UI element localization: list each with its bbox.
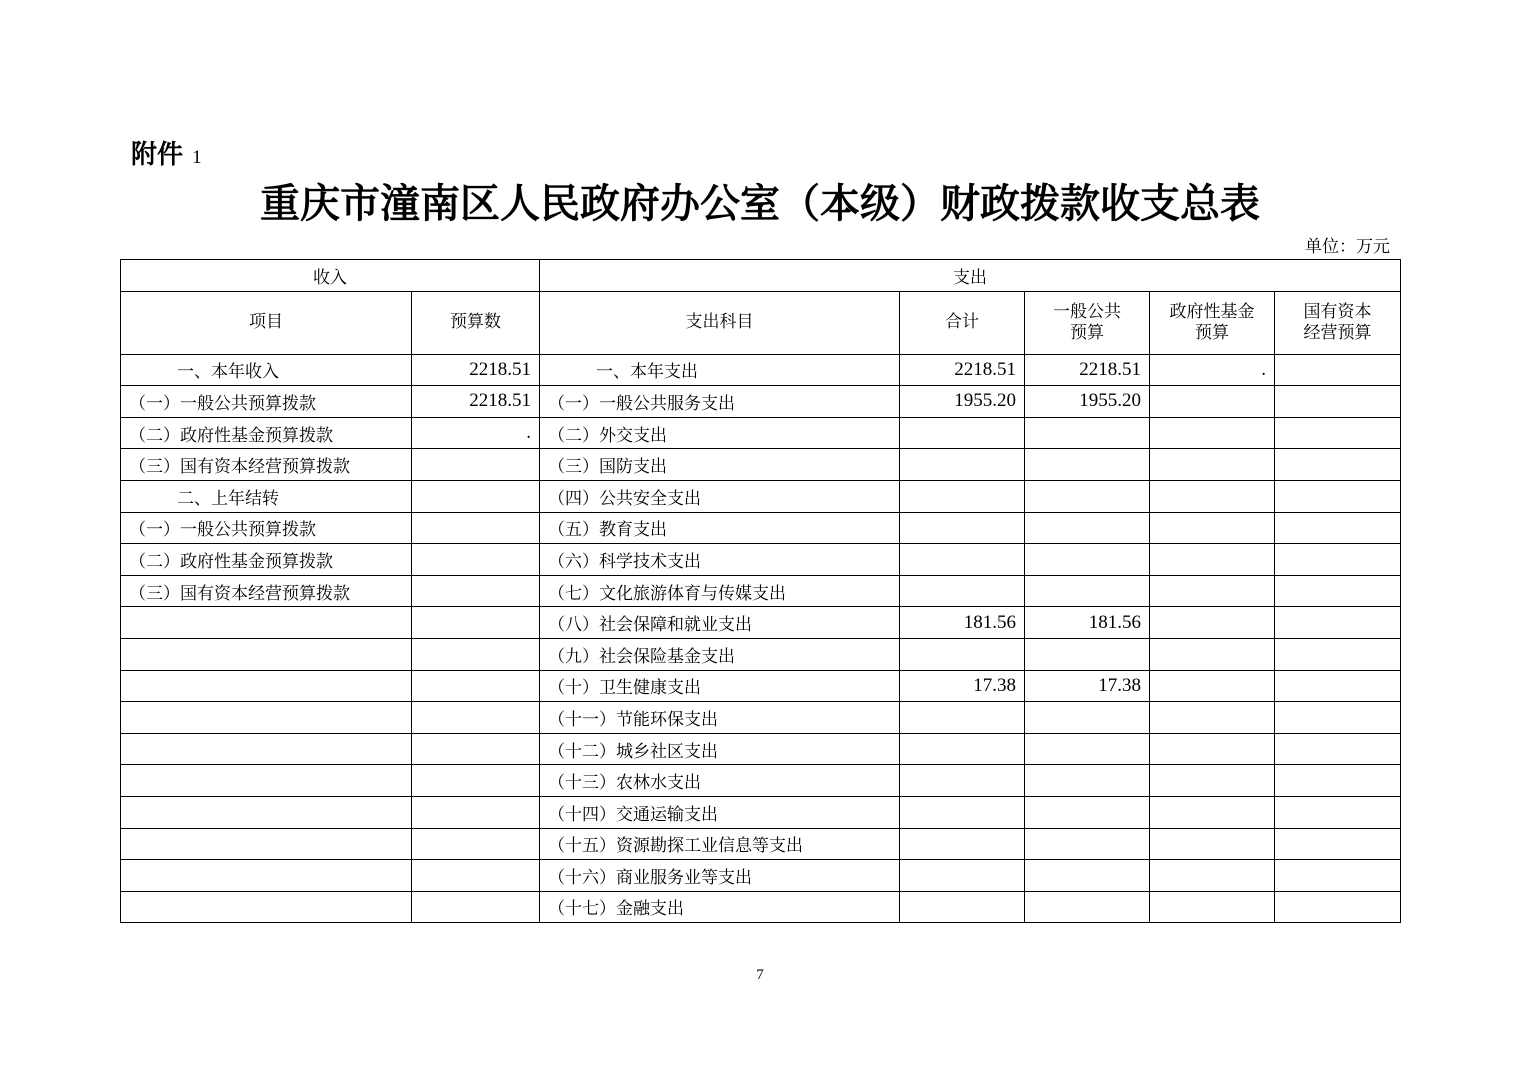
table-row <box>121 638 1401 670</box>
budget-table <box>120 259 1401 923</box>
income-item-cell <box>121 702 412 734</box>
fund-budget-cell <box>1150 386 1275 418</box>
general-budget-cell <box>1025 702 1150 734</box>
fund-budget-cell <box>1150 891 1275 923</box>
fund-budget-cell <box>1150 512 1275 544</box>
expense-item-cell: 一、本年支出 <box>540 354 900 386</box>
table-row <box>121 386 1401 418</box>
total-cell <box>900 417 1025 449</box>
state-capital-cell <box>1275 417 1401 449</box>
income-item-cell: （一）一般公共预算拨款 <box>121 386 412 418</box>
income-amount-cell <box>412 638 540 670</box>
state-capital-cell <box>1275 449 1401 481</box>
col-expense-item-header: 支出科目 <box>540 291 900 354</box>
state-capital-cell <box>1275 860 1401 892</box>
state-capital-cell <box>1275 512 1401 544</box>
expense-item-cell: （四）公共安全支出 <box>540 480 900 512</box>
table-row <box>121 480 1401 512</box>
income-item-cell <box>121 733 412 765</box>
income-item-cell: 一、本年收入 <box>121 354 412 386</box>
table-row <box>121 670 1401 702</box>
total-cell <box>900 891 1025 923</box>
income-item-cell: （二）政府性基金预算拨款 <box>121 544 412 576</box>
table-row <box>121 512 1401 544</box>
table-row <box>121 733 1401 765</box>
income-item-cell <box>121 638 412 670</box>
table-row <box>121 575 1401 607</box>
fund-budget-cell <box>1150 765 1275 797</box>
total-cell <box>900 512 1025 544</box>
general-budget-cell: 2218.51 <box>1025 354 1150 386</box>
income-item-cell: （二）政府性基金预算拨款 <box>121 417 412 449</box>
attachment-number: 1 <box>192 147 202 168</box>
state-capital-cell <box>1275 891 1401 923</box>
state-capital-cell <box>1275 828 1401 860</box>
table-row <box>121 796 1401 828</box>
table-row <box>121 860 1401 892</box>
income-item-cell <box>121 607 412 639</box>
expense-item-cell: （十四）交通运输支出 <box>540 796 900 828</box>
expense-item-cell: （九）社会保险基金支出 <box>540 638 900 670</box>
total-cell <box>900 860 1025 892</box>
general-budget-cell <box>1025 828 1150 860</box>
fund-budget-cell: . <box>1150 354 1275 386</box>
fund-budget-cell <box>1150 796 1275 828</box>
col-fund-header: 政府性基金预算 <box>1150 291 1275 354</box>
income-amount-cell <box>412 670 540 702</box>
expense-item-cell: （十三）农林水支出 <box>540 765 900 797</box>
general-budget-cell: 1955.20 <box>1025 386 1150 418</box>
state-capital-cell <box>1275 638 1401 670</box>
general-budget-cell <box>1025 765 1150 797</box>
general-budget-cell: 17.38 <box>1025 670 1150 702</box>
fund-budget-cell <box>1150 670 1275 702</box>
fund-budget-cell <box>1150 860 1275 892</box>
income-header: 收入 <box>121 260 540 292</box>
col-total-header: 合计 <box>900 291 1025 354</box>
total-cell <box>900 796 1025 828</box>
attachment-label <box>131 134 202 171</box>
unit-label: 单位：万元 <box>1305 237 1390 257</box>
income-item-cell <box>121 860 412 892</box>
total-cell <box>900 702 1025 734</box>
total-cell <box>900 765 1025 797</box>
fund-budget-cell <box>1150 480 1275 512</box>
expense-item-cell: （七）文化旅游体育与传媒支出 <box>540 575 900 607</box>
total-cell: 1955.20 <box>900 386 1025 418</box>
income-item-cell <box>121 891 412 923</box>
income-amount-cell <box>412 607 540 639</box>
state-capital-cell <box>1275 607 1401 639</box>
table-row <box>121 449 1401 481</box>
table-row <box>121 891 1401 923</box>
income-amount-cell <box>412 702 540 734</box>
expense-header: 支出 <box>540 260 1401 292</box>
table-row <box>121 828 1401 860</box>
expense-item-cell: （八）社会保障和就业支出 <box>540 607 900 639</box>
total-cell <box>900 480 1025 512</box>
attachment-text: 附件 <box>131 140 184 170</box>
state-capital-cell <box>1275 702 1401 734</box>
total-cell <box>900 575 1025 607</box>
income-item-cell <box>121 670 412 702</box>
total-cell: 17.38 <box>900 670 1025 702</box>
expense-item-cell: （十）卫生健康支出 <box>540 670 900 702</box>
fund-budget-cell <box>1150 449 1275 481</box>
col-budget-header: 预算数 <box>412 291 540 354</box>
income-item-cell: 二、上年结转 <box>121 480 412 512</box>
general-budget-cell <box>1025 480 1150 512</box>
income-amount-cell: 2218.51 <box>412 354 540 386</box>
income-item-cell: （三）国有资本经营预算拨款 <box>121 575 412 607</box>
general-budget-cell <box>1025 891 1150 923</box>
general-budget-cell <box>1025 860 1150 892</box>
col-general-header: 一般公共预算 <box>1025 291 1150 354</box>
general-budget-cell <box>1025 512 1150 544</box>
fund-budget-cell <box>1150 733 1275 765</box>
income-amount-cell: 2218.51 <box>412 386 540 418</box>
expense-item-cell: （十二）城乡社区支出 <box>540 733 900 765</box>
table-row <box>121 354 1401 386</box>
general-budget-cell <box>1025 733 1150 765</box>
fund-budget-cell <box>1150 702 1275 734</box>
general-budget-cell: 181.56 <box>1025 607 1150 639</box>
income-amount-cell <box>412 860 540 892</box>
expense-item-cell: （十一）节能环保支出 <box>540 702 900 734</box>
fund-budget-cell <box>1150 417 1275 449</box>
income-item-cell: （三）国有资本经营预算拨款 <box>121 449 412 481</box>
fund-budget-cell <box>1150 575 1275 607</box>
income-amount-cell <box>412 891 540 923</box>
state-capital-cell <box>1275 733 1401 765</box>
fund-budget-cell <box>1150 828 1275 860</box>
state-capital-cell <box>1275 670 1401 702</box>
table-row <box>121 702 1401 734</box>
total-cell <box>900 828 1025 860</box>
table-row <box>121 607 1401 639</box>
col-item-header: 项目 <box>121 291 412 354</box>
expense-item-cell: （十七）金融支出 <box>540 891 900 923</box>
fund-budget-cell <box>1150 544 1275 576</box>
income-item-cell <box>121 765 412 797</box>
total-cell: 2218.51 <box>900 354 1025 386</box>
page-number: 7 <box>756 967 764 983</box>
general-budget-cell <box>1025 638 1150 670</box>
income-item-cell <box>121 828 412 860</box>
income-amount-cell <box>412 544 540 576</box>
income-amount-cell <box>412 765 540 797</box>
page-title: 重庆市潼南区人民政府办公室（本级）财政拨款收支总表 <box>260 181 1260 227</box>
income-amount-cell <box>412 512 540 544</box>
state-capital-cell <box>1275 575 1401 607</box>
general-budget-cell <box>1025 417 1150 449</box>
income-amount-cell <box>412 796 540 828</box>
expense-item-cell: （六）科学技术支出 <box>540 544 900 576</box>
col-state-header: 国有资本经营预算 <box>1275 291 1401 354</box>
state-capital-cell <box>1275 544 1401 576</box>
income-amount-cell <box>412 449 540 481</box>
income-amount-cell <box>412 480 540 512</box>
total-cell <box>900 544 1025 576</box>
expense-item-cell: （十五）资源勘探工业信息等支出 <box>540 828 900 860</box>
total-cell <box>900 638 1025 670</box>
general-budget-cell <box>1025 575 1150 607</box>
expense-item-cell: （一）一般公共服务支出 <box>540 386 900 418</box>
state-capital-cell <box>1275 480 1401 512</box>
expense-item-cell: （二）外交支出 <box>540 417 900 449</box>
general-budget-cell <box>1025 796 1150 828</box>
expense-item-cell: （十六）商业服务业等支出 <box>540 860 900 892</box>
fund-budget-cell <box>1150 607 1275 639</box>
general-budget-cell <box>1025 544 1150 576</box>
expense-item-cell: （五）教育支出 <box>540 512 900 544</box>
general-budget-cell <box>1025 449 1150 481</box>
income-item-cell: （一）一般公共预算拨款 <box>121 512 412 544</box>
income-amount-cell <box>412 828 540 860</box>
total-cell: 181.56 <box>900 607 1025 639</box>
income-item-cell <box>121 796 412 828</box>
income-amount-cell: . <box>412 417 540 449</box>
income-amount-cell <box>412 733 540 765</box>
table-row <box>121 765 1401 797</box>
table-row <box>121 544 1401 576</box>
expense-item-cell: （三）国防支出 <box>540 449 900 481</box>
state-capital-cell <box>1275 765 1401 797</box>
fund-budget-cell <box>1150 638 1275 670</box>
state-capital-cell <box>1275 386 1401 418</box>
total-cell <box>900 449 1025 481</box>
state-capital-cell <box>1275 354 1401 386</box>
state-capital-cell <box>1275 796 1401 828</box>
table-row <box>121 417 1401 449</box>
total-cell <box>900 733 1025 765</box>
income-amount-cell <box>412 575 540 607</box>
